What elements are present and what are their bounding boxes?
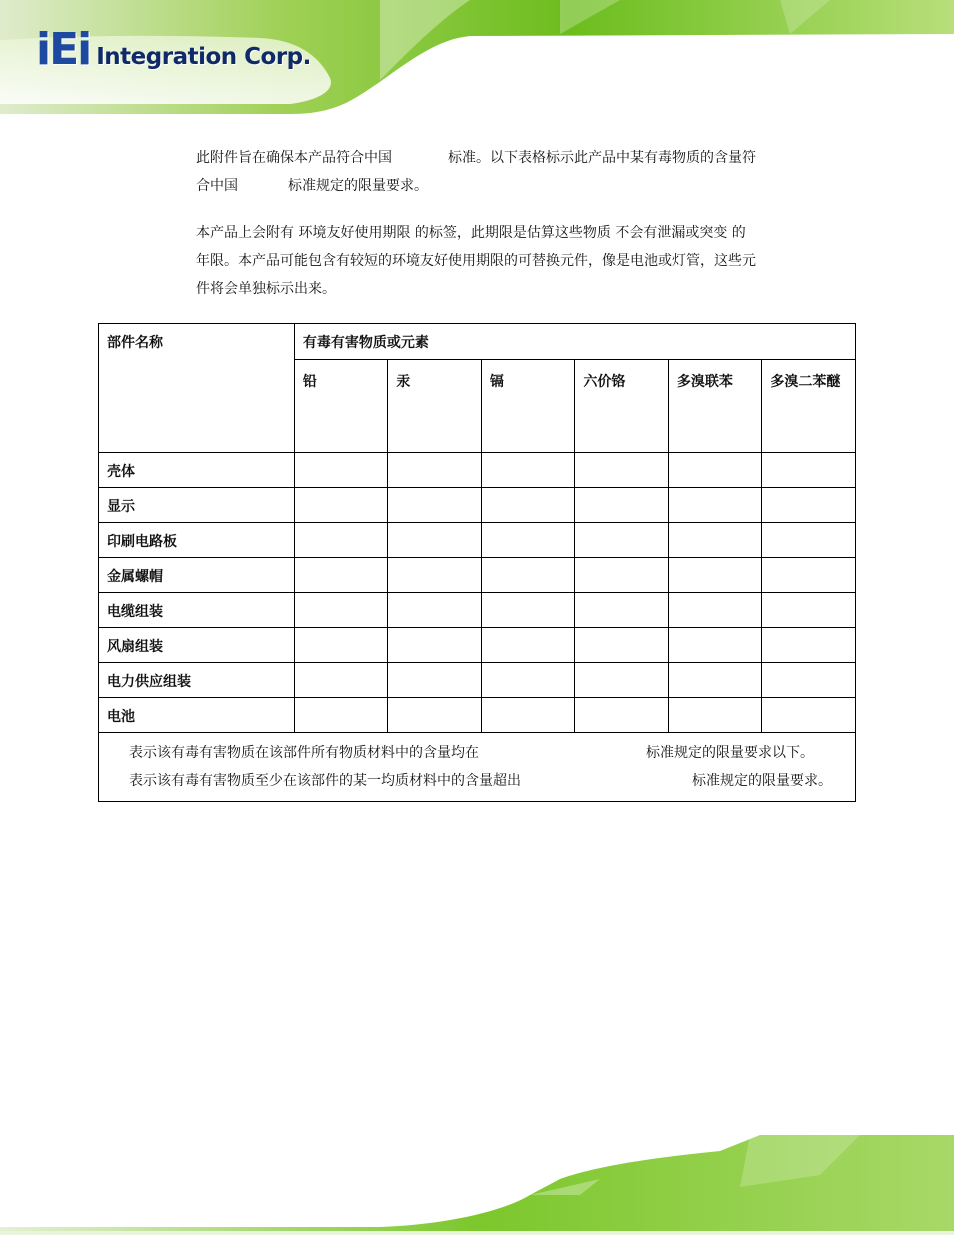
table-cell [575,663,669,698]
table-cell [762,453,856,488]
table-cell [668,698,762,733]
substance-cadmium: 镉 [481,360,575,453]
footer-banner [0,1135,954,1235]
note1-a: 表示该有毒有害物质在该部件所有物质材料中的含量均在 [129,745,479,761]
substance-pbde: 多溴二苯醚 [762,360,856,453]
p2-line2: 年限。本产品可能包含有较短的环境友好使用期限的可替换元件，像是电池或灯管，这些元 [196,253,756,269]
substance-hexavalent-chromium: 六价铬 [575,360,669,453]
part-name-header: 部件名称 [99,324,295,453]
p1-line2-a: 合中国 [196,178,238,194]
p1-line2-b: 标准规定的限量要求。 [288,178,428,194]
intro-paragraph-2 [196,219,826,303]
table-cell [481,558,575,593]
hazardous-substances-table [98,323,856,802]
table-cell [762,523,856,558]
table-cell [481,698,575,733]
table-cell [668,558,762,593]
part-name: 显示 [99,488,295,523]
table-cell [481,523,575,558]
part-name: 金属螺帽 [99,558,295,593]
p1-line1-b: 标准。以下表格标示此产品中某有毒物质的含量符 [448,150,756,166]
note2-a: 表示该有毒有害物质至少在该部件的某一均质材料中的含量超出 [129,773,521,789]
p2-line1: 本产品上会附有 环境友好使用期限 的标签，此期限是估算这些物质 不会有泄漏或突变 的 [196,225,746,241]
part-name: 风扇组装 [99,628,295,663]
table-cell [762,558,856,593]
table-row [99,453,856,488]
p2-line3: 件将会单独标示出来。 [196,281,336,297]
table-cell [294,523,388,558]
table-cell [575,453,669,488]
table-cell [294,488,388,523]
table-cell [388,488,482,523]
table-cell [762,488,856,523]
table-cell [668,523,762,558]
table-cell [294,698,388,733]
table-cell [668,663,762,698]
table-row [99,698,856,733]
table-cell [388,593,482,628]
note1-b: 标准规定的限量要求以下。 [646,745,814,761]
part-name: 壳体 [99,453,295,488]
table-cell [481,663,575,698]
table-cell [668,593,762,628]
table-cell [294,628,388,663]
company-logo [36,24,311,75]
table-cell [481,453,575,488]
logo-mark: iEi [36,24,91,75]
note2-b: 标准规定的限量要求。 [692,773,832,789]
table-cell [575,698,669,733]
table-cell [388,698,482,733]
substance-pbb: 多溴联苯 [668,360,762,453]
table-cell [481,628,575,663]
table-cell [762,663,856,698]
table-cell [388,663,482,698]
table-cell [762,698,856,733]
table-cell [668,628,762,663]
table-note-row [99,733,856,802]
table-row [99,558,856,593]
part-name: 印刷电路板 [99,523,295,558]
table-cell [575,628,669,663]
table-cell [575,593,669,628]
table-cell [294,593,388,628]
substance-lead: 铅 [294,360,388,453]
table-cell [668,488,762,523]
note-line-1 [129,739,855,767]
intro-paragraph-1 [196,144,826,200]
part-name: 电力供应组装 [99,663,295,698]
table-row [99,488,856,523]
substance-group-header: 有毒有害物质或元素 [294,324,855,360]
table-cell [762,593,856,628]
table-row [99,593,856,628]
part-name: 电池 [99,698,295,733]
p1-line1-a: 此附件旨在确保本产品符合中国 [196,150,392,166]
table-cell [294,663,388,698]
table-header-row [99,324,856,360]
logo-text: Integration Corp. [96,44,311,70]
table-cell [388,628,482,663]
substance-mercury: 汞 [388,360,482,453]
table-cell [575,558,669,593]
table-notes [99,733,856,802]
table-cell [388,523,482,558]
part-name: 电缆组装 [99,593,295,628]
table-cell [388,558,482,593]
table-cell [481,593,575,628]
table-cell [481,488,575,523]
table-cell [294,558,388,593]
table-cell [668,453,762,488]
note-line-2 [129,767,855,795]
table-row [99,663,856,698]
table-cell [575,488,669,523]
table-row [99,628,856,663]
table-cell [294,453,388,488]
table-cell [762,628,856,663]
table-cell [575,523,669,558]
table-cell [388,453,482,488]
table-row [99,523,856,558]
